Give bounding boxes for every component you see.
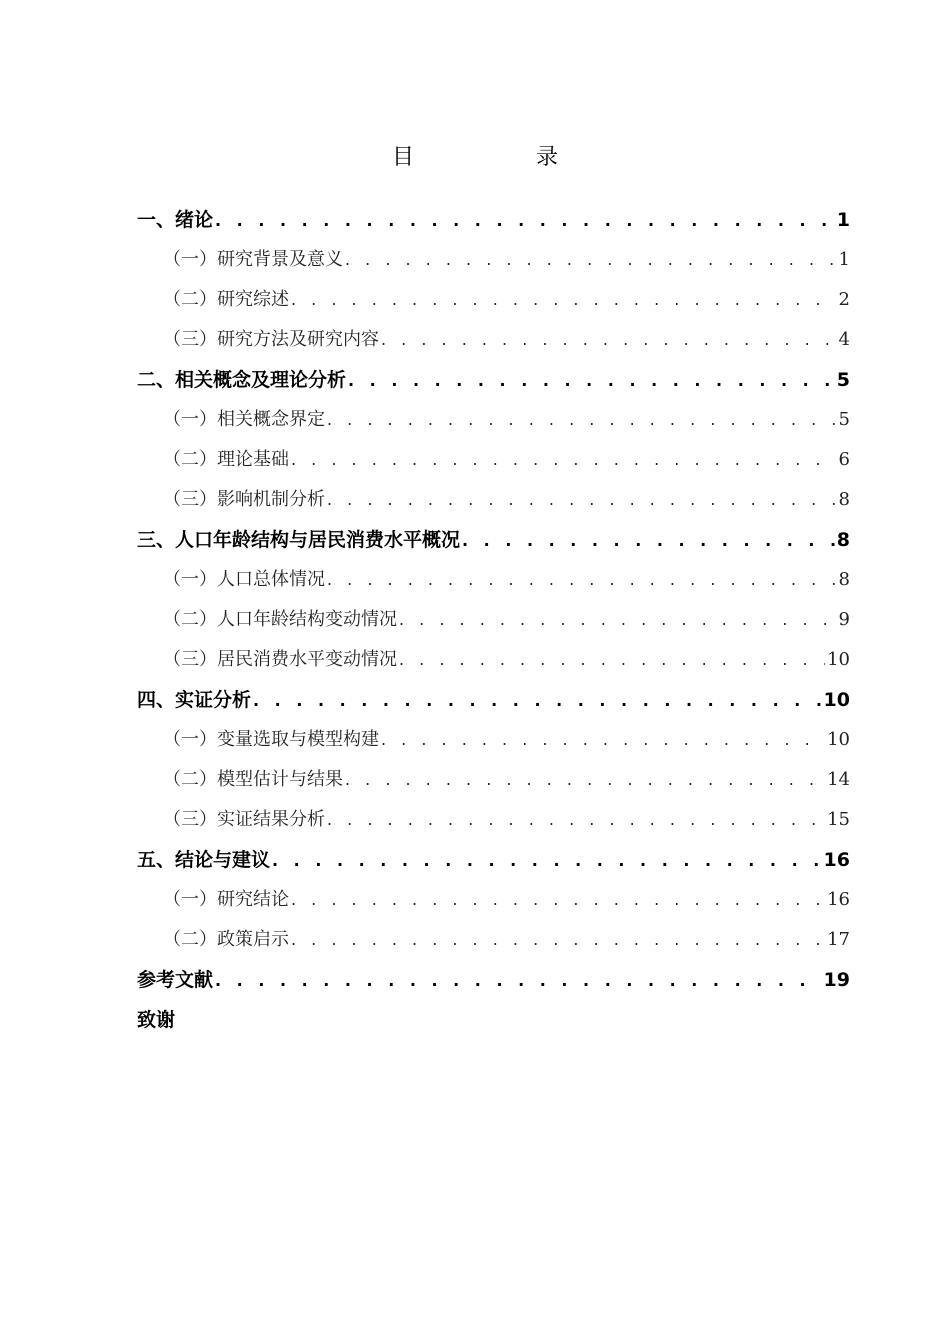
toc-dot-leader xyxy=(272,841,822,881)
toc-entry-section-3-1[interactable] xyxy=(137,560,850,600)
toc-entry-label: （二）研究综述 xyxy=(163,289,289,310)
toc-page-number: 10 xyxy=(827,649,850,670)
page-title: 目 录 xyxy=(391,145,608,170)
toc-entry-label: （一）研究结论 xyxy=(163,889,289,910)
toc-dot-leader xyxy=(462,521,835,561)
toc-entry-chapter-1[interactable] xyxy=(137,200,850,240)
toc-entry-section-1-2[interactable] xyxy=(137,280,850,320)
toc-page-number: 6 xyxy=(838,449,850,470)
toc-page-number: 19 xyxy=(823,969,850,991)
toc-page-number: 8 xyxy=(838,569,850,590)
toc-entry-label: （二）人口年龄结构变动情况 xyxy=(163,609,397,630)
toc-page-number: 14 xyxy=(827,769,850,790)
toc-entry-chapter-4[interactable] xyxy=(137,680,850,720)
toc-entry-label: 参考文献 xyxy=(137,969,214,991)
toc-entry-label: （三）居民消费水平变动情况 xyxy=(163,649,397,670)
toc-entry-references[interactable] xyxy=(137,960,850,1000)
toc-entry-section-5-2[interactable] xyxy=(137,920,850,960)
toc-dot-leader xyxy=(399,640,825,680)
toc-entry-label: （二）政策启示 xyxy=(163,929,289,950)
toc-dot-leader xyxy=(399,600,837,640)
toc-entry-section-2-3[interactable] xyxy=(137,480,850,520)
toc-page-number: 5 xyxy=(838,409,850,430)
toc-entry-section-4-3[interactable] xyxy=(137,800,850,840)
toc-dot-leader xyxy=(381,320,837,360)
toc-entry-section-1-1[interactable] xyxy=(137,240,850,280)
toc-dot-leader xyxy=(291,280,837,320)
table-of-contents xyxy=(137,200,850,1040)
toc-dot-leader xyxy=(291,440,837,480)
toc-dot-leader xyxy=(291,880,825,920)
toc-page-number: 2 xyxy=(838,289,850,310)
toc-page-number: 10 xyxy=(827,729,850,750)
toc-entry-chapter-3[interactable] xyxy=(137,520,850,560)
toc-entry-label: 一、绪论 xyxy=(137,209,214,231)
toc-entry-label: （三）研究方法及研究内容 xyxy=(163,329,379,350)
toc-page-number: 5 xyxy=(836,369,850,391)
toc-entry-label: （二）模型估计与结果 xyxy=(163,769,343,790)
toc-entry-section-5-1[interactable] xyxy=(137,880,850,920)
toc-entry-label: （一）变量选取与模型构建 xyxy=(163,729,379,750)
toc-entry-label: （二）理论基础 xyxy=(163,449,289,470)
toc-entry-label: 四、实证分析 xyxy=(137,689,252,711)
toc-page-number: 8 xyxy=(836,529,850,551)
toc-entry-section-3-3[interactable] xyxy=(137,640,850,680)
toc-dot-leader xyxy=(327,560,837,600)
toc-page-number: 9 xyxy=(838,609,850,630)
toc-page-number: 4 xyxy=(838,329,850,350)
toc-dot-leader xyxy=(291,920,825,960)
toc-page-number: 1 xyxy=(838,249,850,270)
toc-entry-acknowledgements[interactable] xyxy=(137,1000,850,1040)
toc-entry-section-2-2[interactable] xyxy=(137,440,850,480)
toc-dot-leader xyxy=(215,201,835,241)
toc-dot-leader xyxy=(215,961,822,1001)
toc-entry-section-4-2[interactable] xyxy=(137,760,850,800)
toc-entry-label: 二、相关概念及理论分析 xyxy=(137,369,347,391)
toc-dot-leader xyxy=(327,400,837,440)
toc-entry-chapter-2[interactable] xyxy=(137,360,850,400)
toc-page-number: 8 xyxy=(838,489,850,510)
toc-page-number: 16 xyxy=(827,889,850,910)
toc-entry-label: 三、人口年龄结构与居民消费水平概况 xyxy=(137,529,461,551)
toc-entry-chapter-5[interactable] xyxy=(137,840,850,880)
toc-entry-section-2-1[interactable] xyxy=(137,400,850,440)
toc-entry-label: （三）影响机制分析 xyxy=(163,489,325,510)
toc-page-number: 15 xyxy=(827,809,850,830)
toc-page-number: 10 xyxy=(823,689,850,711)
toc-entry-label: 致谢 xyxy=(137,1009,176,1031)
toc-entry-label: （三）实证结果分析 xyxy=(163,809,325,830)
toc-page-number: 16 xyxy=(823,849,850,871)
toc-entry-label: 五、结论与建议 xyxy=(137,849,271,871)
toc-entry-label: （一）人口总体情况 xyxy=(163,569,325,590)
toc-page-number: 17 xyxy=(827,929,850,950)
toc-entry-section-3-2[interactable] xyxy=(137,600,850,640)
toc-dot-leader xyxy=(327,480,837,520)
toc-dot-leader xyxy=(348,361,835,401)
toc-dot-leader xyxy=(253,681,822,721)
toc-entry-label: （一）相关概念界定 xyxy=(163,409,325,430)
toc-dot-leader xyxy=(381,720,825,760)
toc-page-number: 1 xyxy=(836,209,850,231)
toc-dot-leader xyxy=(345,240,837,280)
toc-entry-section-1-3[interactable] xyxy=(137,320,850,360)
toc-entry-section-4-1[interactable] xyxy=(137,720,850,760)
toc-dot-leader xyxy=(345,760,825,800)
toc-dot-leader xyxy=(327,800,825,840)
toc-entry-label: （一）研究背景及意义 xyxy=(163,249,343,270)
